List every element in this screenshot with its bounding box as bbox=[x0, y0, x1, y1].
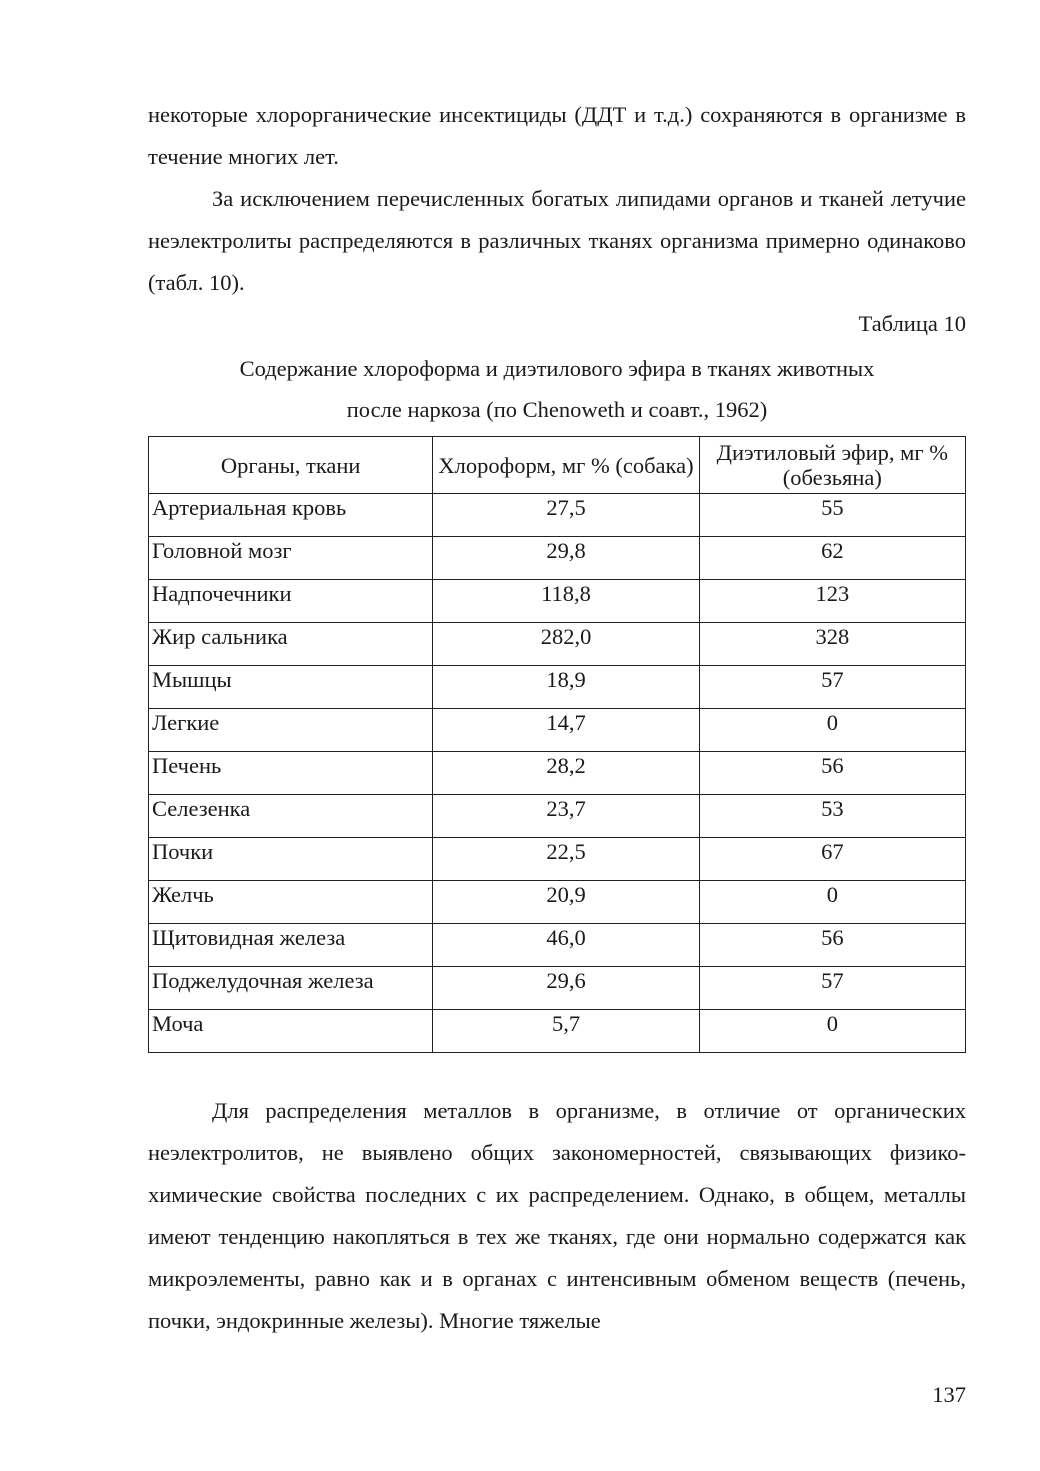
cell-ether: 123 bbox=[699, 580, 965, 623]
table-row bbox=[149, 494, 966, 537]
table-caption-line2: после наркоза (по Chenoweth и соавт., 1962) bbox=[346, 397, 768, 422]
cell-chloroform: 27,5 bbox=[433, 494, 699, 537]
header-ether: Диэтиловый эфир, мг % (обезьяна) bbox=[699, 437, 965, 494]
cell-chloroform: 18,9 bbox=[433, 666, 699, 709]
paragraph-metals: Для распределения металлов в организме, в отличие от органических неэлектролитов, не выявлено общих закономерностей, связывающих физико-химические свойства последних с их распределением. Однако, в общем, металлы имеют тенденцию накопляться в тех же тканях, где они нормально содержатся как микроэлементы, равно как и в органах с интенсивным обменом веществ (печень, почки, эндокринные железы). Многие тяжелые bbox=[148, 1098, 966, 1333]
cell-organ: Печень bbox=[149, 752, 433, 795]
cell-ether: 0 bbox=[699, 1010, 965, 1053]
cell-chloroform: 22,5 bbox=[433, 838, 699, 881]
table-row bbox=[149, 924, 966, 967]
cell-ether: 0 bbox=[699, 881, 965, 924]
table-body bbox=[149, 494, 966, 1053]
cell-chloroform: 29,8 bbox=[433, 537, 699, 580]
cell-organ: Почки bbox=[149, 838, 433, 881]
cell-organ: Жир сальника bbox=[149, 623, 433, 666]
cell-organ: Щитовидная железа bbox=[149, 924, 433, 967]
table-row bbox=[149, 967, 966, 1010]
cell-chloroform: 20,9 bbox=[433, 881, 699, 924]
cell-organ: Легкие bbox=[149, 709, 433, 752]
header-organ: Органы, ткани bbox=[149, 437, 433, 494]
cell-ether: 62 bbox=[699, 537, 965, 580]
table-row bbox=[149, 623, 966, 666]
page-number: 137 bbox=[932, 1382, 966, 1407]
cell-ether: 328 bbox=[699, 623, 965, 666]
cell-chloroform: 28,2 bbox=[433, 752, 699, 795]
table-row bbox=[149, 881, 966, 924]
cell-organ: Желчь bbox=[149, 881, 433, 924]
header-chloroform: Хлороформ, мг % (собака) bbox=[433, 437, 699, 494]
table-label: Таблица 10 bbox=[858, 311, 966, 336]
cell-chloroform: 14,7 bbox=[433, 709, 699, 752]
table-caption bbox=[148, 348, 966, 430]
cell-chloroform: 5,7 bbox=[433, 1010, 699, 1053]
table-row bbox=[149, 666, 966, 709]
cell-ether: 56 bbox=[699, 924, 965, 967]
cell-organ: Головной мозг bbox=[149, 537, 433, 580]
table-row bbox=[149, 1010, 966, 1053]
table-row bbox=[149, 838, 966, 881]
cell-ether: 0 bbox=[699, 709, 965, 752]
cell-ether: 67 bbox=[699, 838, 965, 881]
cell-ether: 56 bbox=[699, 752, 965, 795]
cell-organ: Моча bbox=[149, 1010, 433, 1053]
table-row bbox=[149, 795, 966, 838]
cell-chloroform: 118,8 bbox=[433, 580, 699, 623]
cell-ether: 57 bbox=[699, 666, 965, 709]
paragraph-volatile-nonelectrolytes: За исключением перечисленных богатых липидами органов и тканей летучие неэлектролиты распределяются в различных тканях организма примерно одинаково (табл. 10). bbox=[148, 186, 966, 295]
table-header-row bbox=[149, 437, 966, 494]
table-row bbox=[149, 752, 966, 795]
cell-organ: Артериальная кровь bbox=[149, 494, 433, 537]
cell-chloroform: 23,7 bbox=[433, 795, 699, 838]
cell-chloroform: 282,0 bbox=[433, 623, 699, 666]
table-caption-line1: Содержание хлороформа и диэтилового эфира в тканях животных bbox=[239, 356, 875, 381]
data-table bbox=[148, 436, 966, 1053]
cell-organ: Надпочечники bbox=[149, 580, 433, 623]
cell-chloroform: 46,0 bbox=[433, 924, 699, 967]
cell-organ: Поджелудочная железа bbox=[149, 967, 433, 1010]
paragraph-intro: некоторые хлорорганические инсектициды (ДДТ и т.д.) сохраняются в организме в течение многих лет. bbox=[148, 102, 966, 169]
cell-ether: 53 bbox=[699, 795, 965, 838]
table-row bbox=[149, 709, 966, 752]
cell-ether: 57 bbox=[699, 967, 965, 1010]
cell-organ: Мышцы bbox=[149, 666, 433, 709]
cell-organ: Селезенка bbox=[149, 795, 433, 838]
table-row bbox=[149, 580, 966, 623]
table-row bbox=[149, 537, 966, 580]
cell-ether: 55 bbox=[699, 494, 965, 537]
cell-chloroform: 29,6 bbox=[433, 967, 699, 1010]
